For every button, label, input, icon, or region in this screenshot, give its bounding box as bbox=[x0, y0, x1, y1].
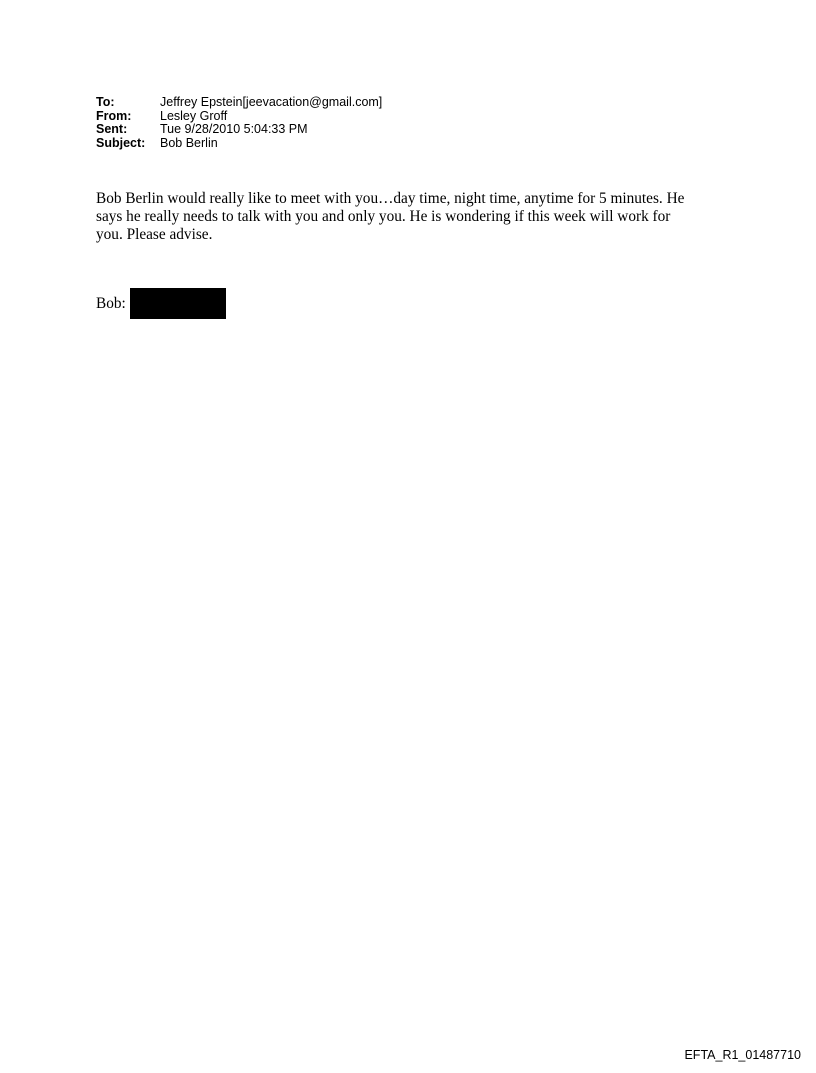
redaction-box bbox=[130, 288, 226, 319]
email-header bbox=[96, 96, 382, 150]
sent-label: Sent: bbox=[96, 122, 128, 136]
email-body: Bob Berlin would really like to meet with you…day time, night time, anytime for 5 minutes. He says he really needs to talk with you and only you. He is wondering if this week will work for you. Please advise. bbox=[96, 190, 685, 243]
subject-label: Subject: bbox=[96, 135, 146, 150]
subject-row bbox=[96, 137, 382, 151]
from-row bbox=[96, 110, 382, 124]
signature-label: Bob: bbox=[96, 294, 126, 312]
from-label: From: bbox=[96, 108, 132, 123]
from-value: Lesley Groff bbox=[160, 108, 228, 123]
to-label: To: bbox=[96, 95, 115, 109]
to-row bbox=[96, 96, 382, 110]
sent-row bbox=[96, 123, 382, 137]
document-id: EFTA_R1_01487710 bbox=[684, 1048, 801, 1062]
subject-value: Bob Berlin bbox=[160, 135, 218, 150]
sent-value: Tue 9/28/2010 5:04:33 PM bbox=[160, 122, 308, 136]
to-value: Jeffrey Epstein[jeevacation@gmail.com] bbox=[160, 95, 383, 109]
signature-line bbox=[96, 288, 226, 319]
